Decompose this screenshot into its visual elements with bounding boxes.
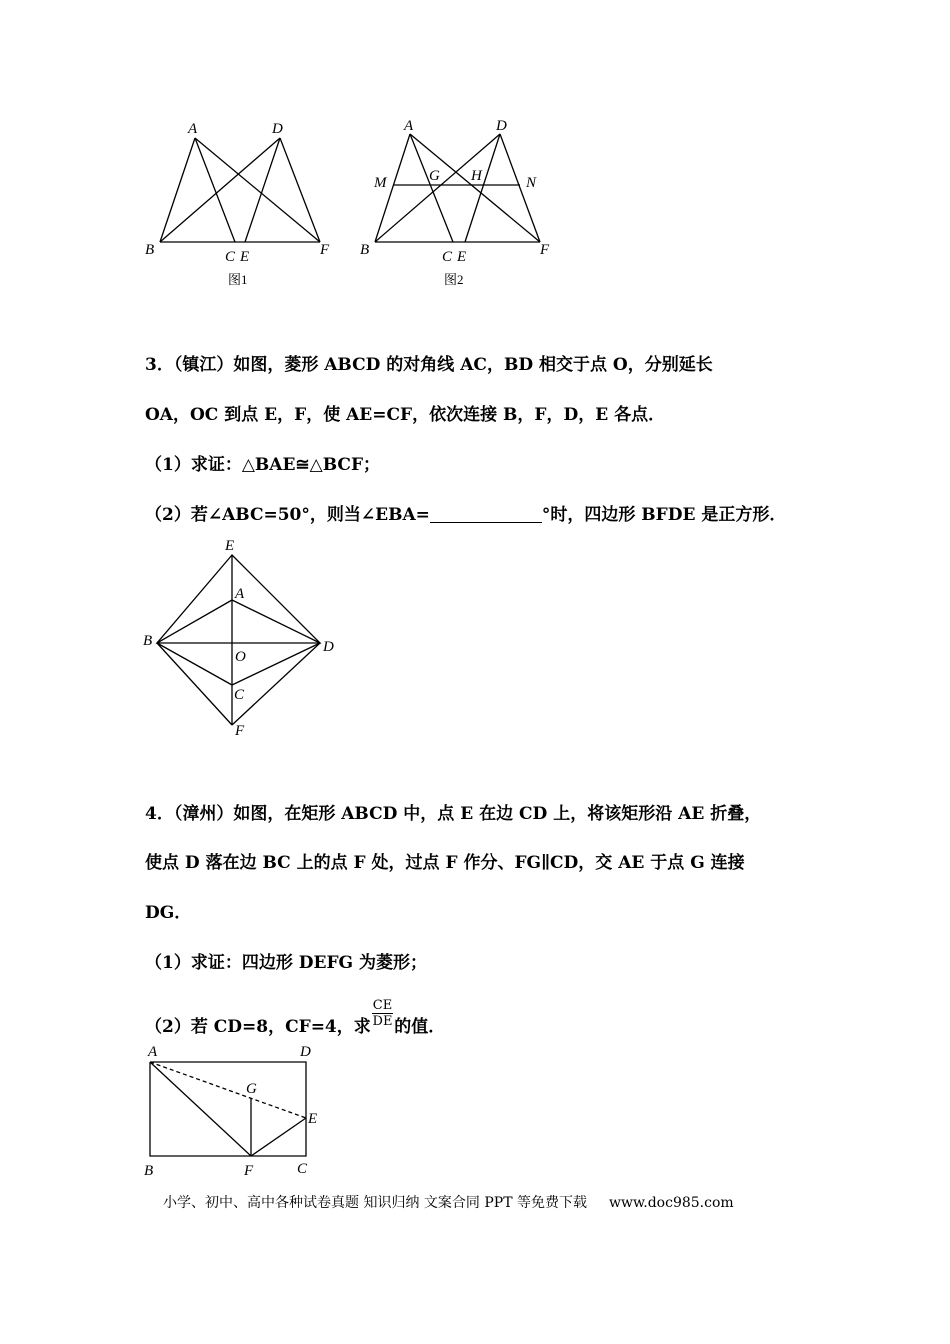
label-e: E [240, 249, 250, 265]
label-d: D [496, 118, 507, 134]
label-d: D [300, 1044, 311, 1060]
label-m: M [374, 175, 387, 191]
figure-1 [140, 112, 350, 292]
part-2-prefix: （2）若∠ABC=50°，则当∠EBA= [145, 505, 430, 525]
answer-blank[interactable] [430, 504, 542, 523]
footer-url[interactable]: www.doc985.com [608, 1195, 734, 1211]
problem-4-part-2 [145, 998, 446, 1043]
label-b: B [143, 633, 153, 649]
label-g: G [429, 168, 440, 184]
label-a: A [235, 586, 245, 602]
problem-4-line-3: DG． [145, 903, 192, 923]
fraction-denominator: DE [372, 1014, 393, 1029]
problem-3-line-1: 3．（镇江）如图，菱形 ABCD 的对角线 AC，BD 相交于点 O，分别延长 [145, 355, 713, 375]
label-a: A [404, 118, 414, 134]
problem-4-part-1: （1）求证：四边形 DEFG 为菱形； [145, 953, 427, 973]
part-2-prefix: （2）若 CD=8，CF=4，求 [145, 1017, 371, 1037]
label-n: N [526, 175, 537, 191]
label-f: F [540, 242, 550, 258]
label-a: A [188, 121, 198, 137]
problem-4-line-1: 4．（漳州）如图，在矩形 ABCD 中，点 E 在边 CD 上，将该矩形沿 AE 折叠， [145, 804, 762, 824]
figure-rhombus [140, 535, 350, 740]
label-c: C [234, 687, 245, 703]
label-c: C [225, 249, 236, 265]
label-c: C [297, 1161, 308, 1177]
problem-4-line-2: 使点 D 落在边 BC 上的点 F 处，过点 F 作分、FG∥CD，交 AE 于点 G 连接 [145, 853, 745, 873]
label-g: G [246, 1081, 257, 1097]
label-h: H [471, 168, 482, 184]
label-d: D [272, 121, 283, 137]
label-e: E [457, 249, 467, 265]
label-b: B [144, 1163, 154, 1179]
label-e: E [225, 538, 235, 554]
footer-text: 小学、初中、高中各种试卷真题 知识归纳 文案合同 PPT 等免费下载 [163, 1195, 587, 1211]
label-b: B [360, 242, 370, 258]
figure-1-caption: 图1 [228, 272, 248, 287]
part-2-suffix: 的值． [394, 1017, 446, 1037]
label-b: B [145, 242, 155, 258]
fraction-numerator: CE [372, 998, 393, 1013]
label-d: D [323, 639, 334, 655]
figure-2 [360, 112, 570, 292]
part-2-suffix: °时，四边形 BFDE 是正方形． [541, 505, 787, 525]
label-e: E [308, 1111, 318, 1127]
label-f: F [235, 723, 245, 739]
label-a: A [148, 1044, 158, 1060]
footer [163, 1192, 734, 1212]
problem-3-line-2: OA，OC 到点 E，F，使 AE=CF，依次连接 B，F，D，E 各点． [145, 405, 666, 425]
figure-rectangle [140, 1040, 340, 1182]
problem-3-part-1: （1）求证：△BAE≅△BCF； [145, 455, 381, 475]
label-f: F [244, 1163, 254, 1179]
label-f: F [320, 242, 330, 258]
label-o: O [235, 649, 246, 665]
problem-3-part-2 [145, 504, 786, 526]
figure-2-caption: 图2 [444, 272, 464, 287]
label-c: C [442, 249, 453, 265]
fraction-ce-de [372, 998, 393, 1029]
